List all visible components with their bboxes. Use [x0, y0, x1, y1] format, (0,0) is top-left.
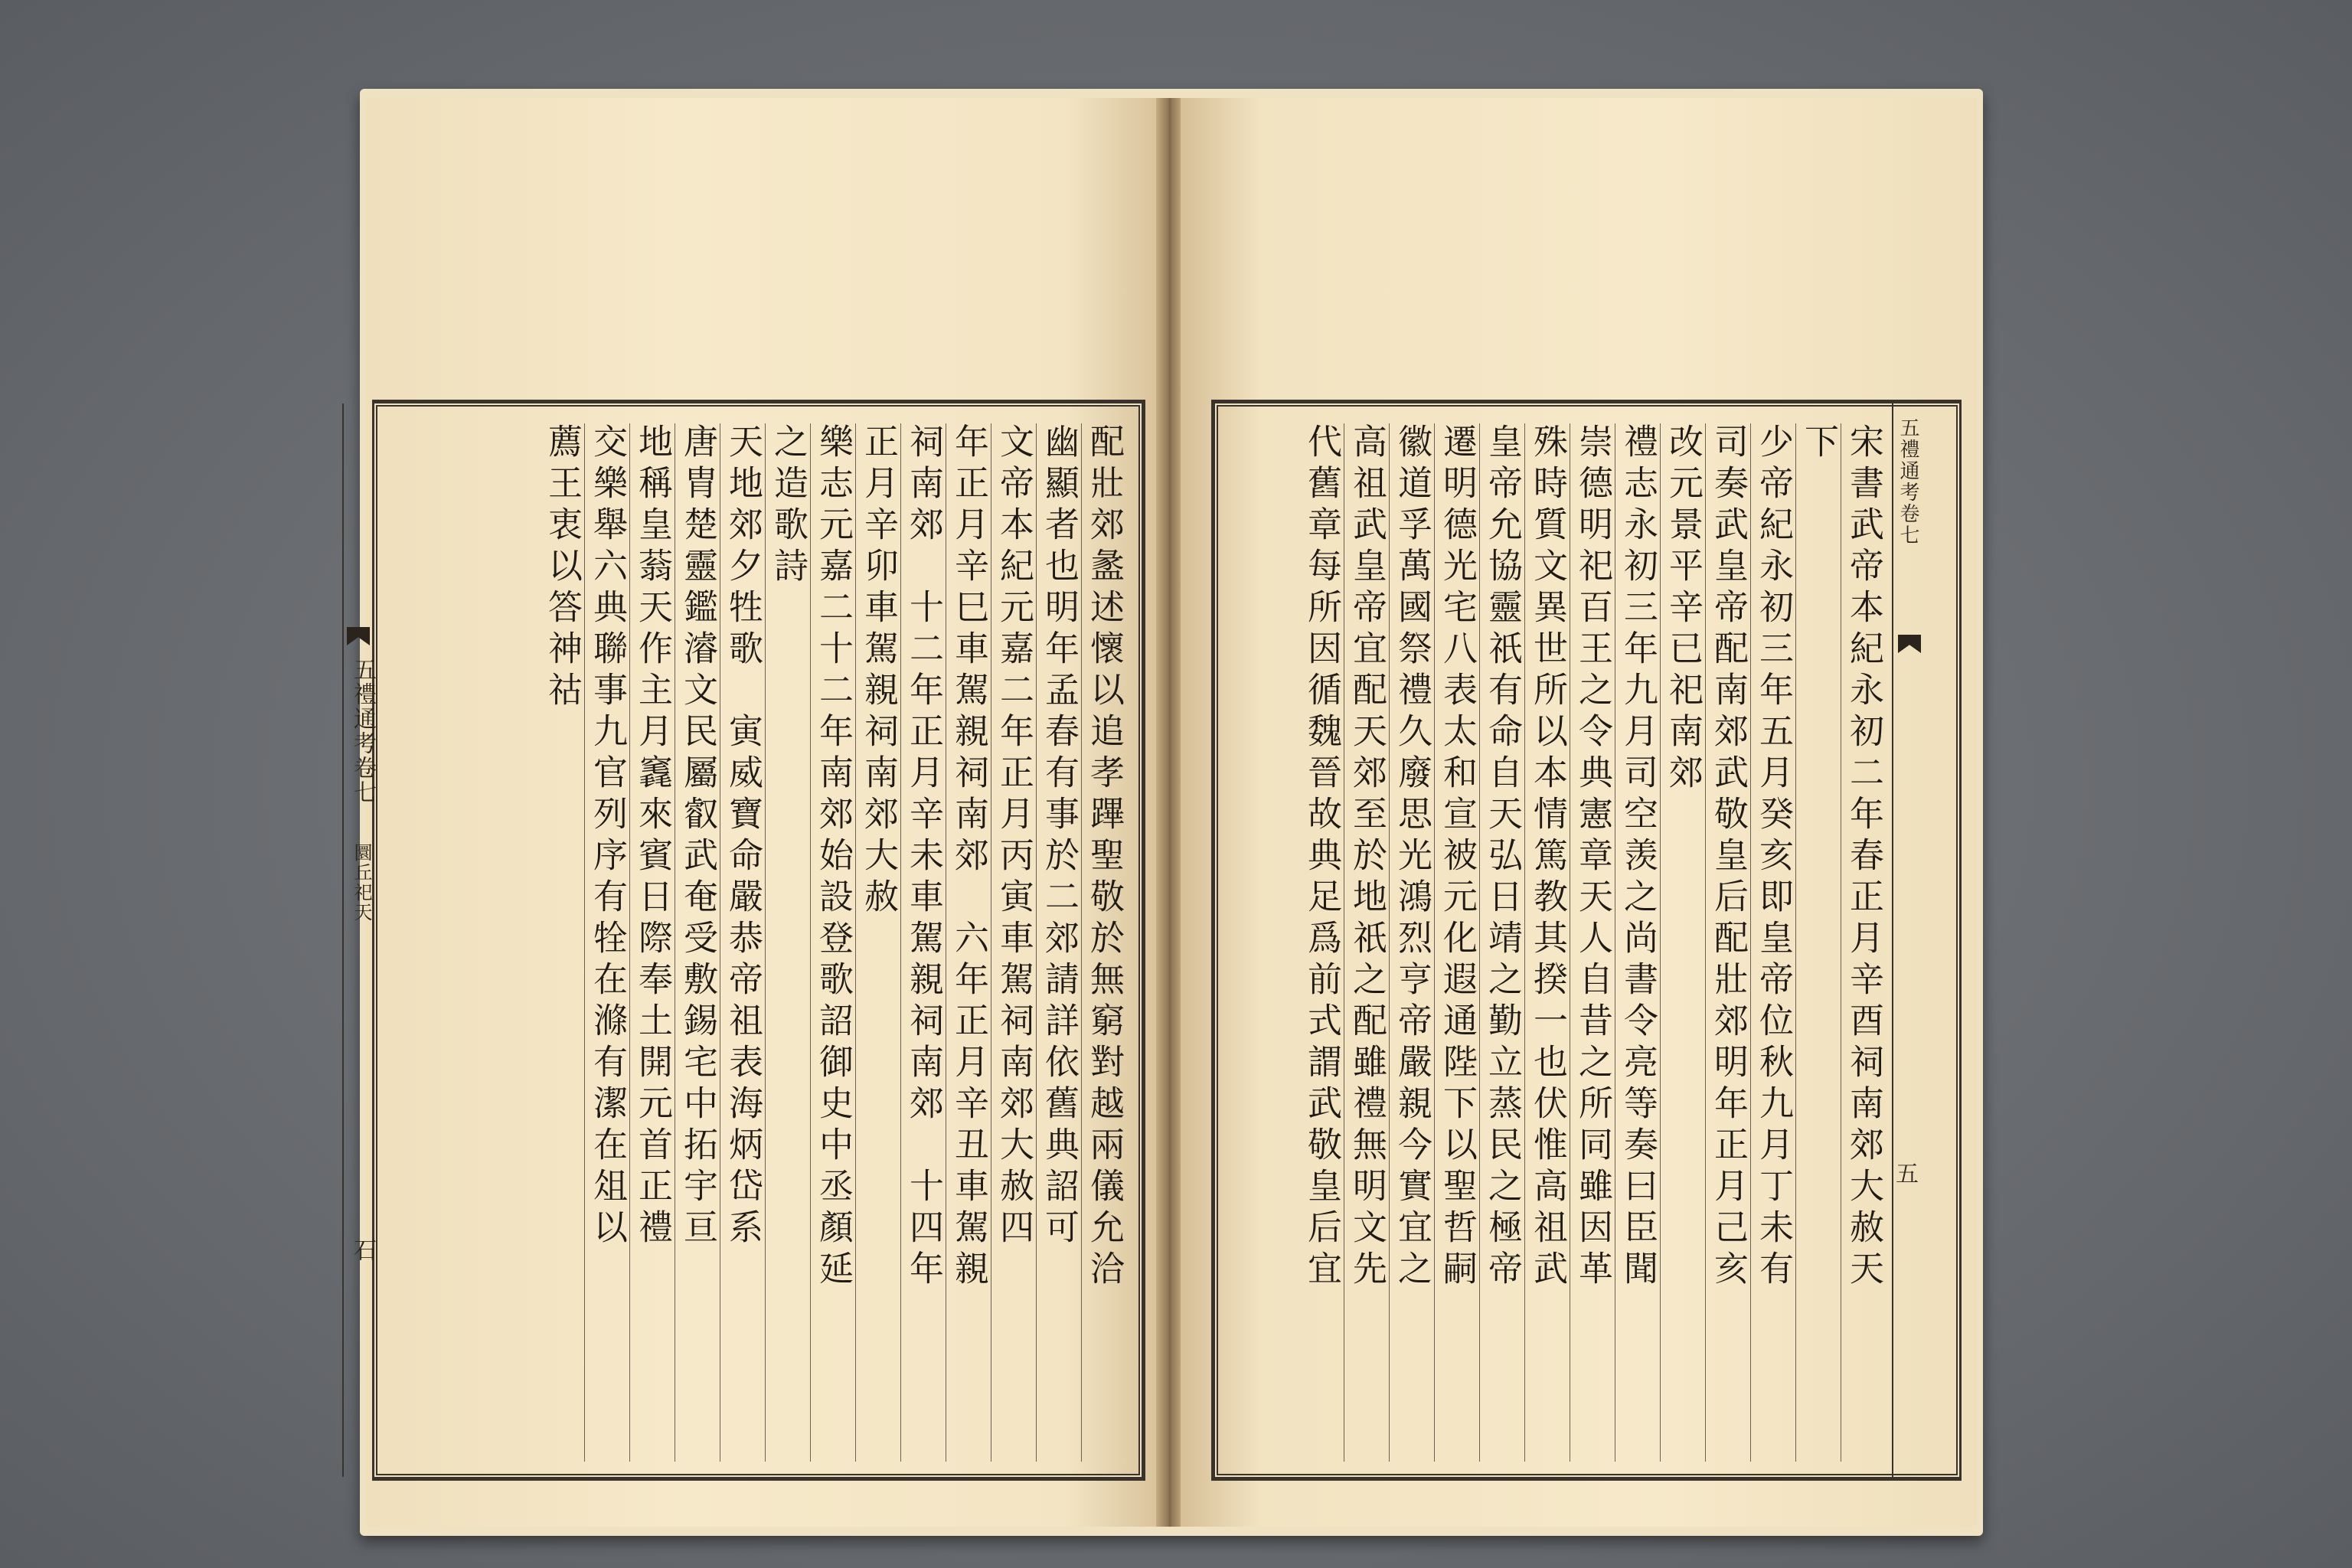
text-column: 下	[1795, 423, 1841, 1462]
text-column: 薦王衷以答神祜	[542, 423, 583, 713]
text-column: 殊時質文異世所以本情篤教其揆一也伏惟高祖武	[1524, 423, 1570, 1462]
text-column: 幽顯者也明年孟春有事於二郊請詳依舊典詔可	[1036, 423, 1081, 1462]
left-columns	[374, 423, 1126, 1462]
open-book	[349, 89, 1983, 1536]
text-column: 之造歌詩	[765, 423, 810, 1462]
text-column: 少帝紀永初三年五月癸亥即皇帝位秋九月丁未有	[1750, 423, 1795, 1462]
text-column: 年正月辛巳車駕親祠南郊 六年正月辛丑車駕親	[946, 423, 991, 1462]
text-column: 配壯郊盠述懷以追孝蹕聖敬於無窮對越兩儀允洽	[1081, 423, 1126, 1462]
fishtail-mark-icon	[347, 627, 370, 645]
left-page	[349, 98, 1160, 1527]
right-center-strip	[1892, 403, 1961, 1477]
text-column: 祠南郊 十二年正月辛未車駕親祠南郊 十四年	[900, 423, 946, 1462]
text-column: 崇德明祀百王之令典憲章天人自昔之所同雖因革	[1570, 423, 1615, 1462]
text-column: 代舊章每所因循魏晉故典足爲前式謂武敬皇后宜	[1302, 423, 1342, 1292]
right-text-frame	[1211, 400, 1962, 1481]
text-column: 地稱皇蓊天作主月竁來賓日際奉土開元首正禮	[629, 423, 675, 1462]
text-column: 宋書武帝本紀永初二年春正月辛酉祠南郊大赦天	[1841, 423, 1886, 1462]
left-center-strip	[342, 403, 374, 1477]
book-title: 五禮通考卷七	[1896, 417, 1919, 546]
text-column: 唐胄楚靈鑑濬文民屬叡武奄受敷錫宅中拓宇亘	[675, 423, 720, 1462]
right-columns	[1221, 423, 1886, 1462]
text-column: 徽道孚萬國祭禮久廢思光鴻烈亨帝嚴親今實宜之	[1389, 423, 1434, 1462]
fishtail-mark-icon	[1898, 635, 1921, 653]
text-column: 司奏武皇帝配南郊武敬皇后配壯郊明年正月己亥	[1705, 423, 1750, 1462]
text-column: 改元景平辛已祀南郊	[1660, 423, 1705, 1462]
folio-number: 石	[349, 1238, 376, 1263]
book-title: 五禮通考卷七	[349, 658, 376, 805]
text-column: 文帝本紀元嘉二年正月丙寅車駕祠南郊大赦四	[991, 423, 1036, 1462]
folio-number: 五	[1891, 1161, 1918, 1186]
text-column: 正月辛卯車駕親祠南郊大赦	[855, 423, 900, 1462]
text-column: 樂志元嘉二十二年南郊始設登歌詔御史中丞顏延	[810, 423, 855, 1462]
text-column: 遷明德光宅八表太和宣被元化遐通陛下以聖哲嗣	[1434, 423, 1479, 1462]
section-title: 圜丘祀天	[351, 843, 372, 923]
book-gutter	[1156, 98, 1184, 1527]
text-column: 高祖武皇帝宜配天郊至於地祇之配雖禮無明文先	[1344, 423, 1389, 1462]
text-column: 皇帝允協靈祇有命自天弘日靖之勤立蒸民之極帝	[1479, 423, 1524, 1462]
text-column: 禮志永初三年九月司空羡之尚書令亮等奏曰臣聞	[1615, 423, 1660, 1462]
left-text-frame	[349, 400, 1145, 1481]
text-column: 交樂舉六典聯事九官列序有牷在滌有潔在俎以	[584, 423, 629, 1462]
right-page	[1181, 98, 1977, 1527]
text-column: 天地郊夕牲歌 寅威寶命嚴恭帝祖表海炳岱系	[720, 423, 765, 1462]
